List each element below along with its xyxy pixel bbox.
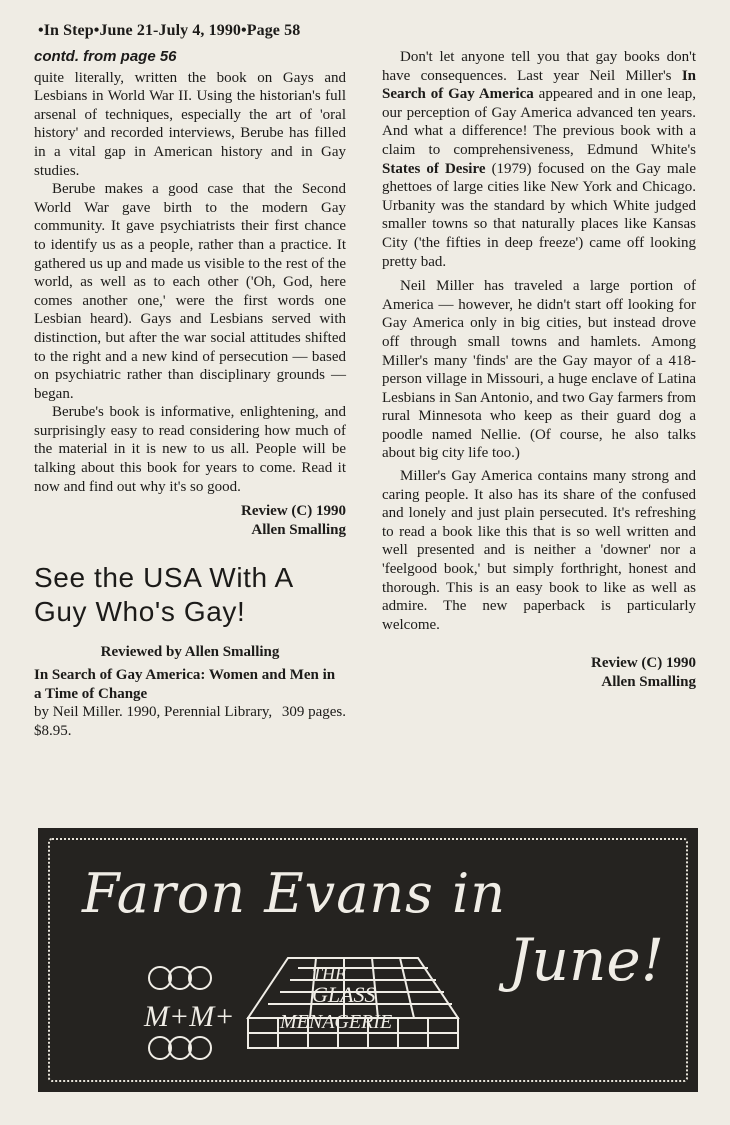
- signature-author: Allen Smalling: [601, 674, 696, 690]
- review-headline: See the USA With A Guy Who's Gay!: [34, 562, 293, 628]
- logo-the-text: THE: [312, 964, 347, 984]
- article-paragraph: Neil Miller has traveled a large portion of America — however, he didn't start off looking for Gay America only in big cities, but instead drove off through small towns and hamlets. Among Miller's many 'finds' are the Gay mayor of a 418-person village in Missouri, a huge enclave of Latina Lesbians in San Antonio, and two Gay farmers from rural Minnesota who keep as their guard dog a poodle named Nellie. (Of course, he also talks about big city life too.): [382, 278, 696, 462]
- book-publisher: by Neil Miller. 1990, Perennial Library, $8.95.: [34, 704, 273, 739]
- right-column: [382, 48, 696, 692]
- book-meta: [34, 703, 346, 740]
- signature-review: Review (C) 1990: [241, 503, 346, 520]
- book-pages: 309 pages.: [281, 704, 346, 721]
- logo-menagerie-text: MENAGERIE: [280, 1011, 393, 1033]
- signature-author: Allen Smalling: [251, 521, 346, 538]
- logo-graphic: [138, 956, 468, 1066]
- ad-headline-month: June!: [508, 926, 664, 994]
- signature-review: Review (C) 1990: [591, 655, 696, 672]
- advertisement: [38, 828, 698, 1092]
- ad-headline: Faron Evans in: [82, 862, 507, 925]
- glass-menagerie-logo: [138, 956, 468, 1066]
- reviewer-byline: Reviewed by Allen Smalling: [100, 644, 280, 661]
- book-title: In Search of Gay America: Women and Men in a Time of Change: [34, 667, 336, 702]
- continued-label: contd. from page 56: [34, 48, 177, 65]
- article-paragraph: Berube's book is informative, enlightening, and surprisingly easy to read considering how much of the material in it is new to us all. People will be talking about this book for years to come. Read it now and find out why it's so good.: [34, 404, 346, 495]
- logo-mm-text: M+M+: [144, 1000, 235, 1033]
- right-signature: [382, 654, 696, 691]
- article-paragraph: Miller's Gay America contains many strong and caring people. It also has its share of the confused and lonely and just plain persecuted. It's refreshing to read a book like this that is so well written and well presented and is neither a 'downer' nor a 'feelgood book,' but simply forthright, honest and thorough. This is an easy book to like as well as admire. The new paperback is particularly welcome.: [382, 468, 696, 633]
- left-column: [34, 48, 346, 740]
- article-paragraph: Don't let anyone tell you that gay books don't have consequences. Last year Neil Miller's In Search of Gay America appeared and in one leap, our perception of Gay America advanced ten years. And what a difference! The previous book with a claim to comprehensiveness, Edmund White's States of Desire (1979) focused on the Gay male ghettoes of large cities like New York and Chicago. Urbanity was the standard by which White judged smaller towns so that naturally places like Kansas City ('the fifties in deep freeze') came off looking pretty bad.: [382, 49, 696, 270]
- logo-glass-text: GLASS: [312, 982, 376, 1007]
- left-signature: [34, 502, 346, 539]
- article-paragraph: Berube makes a good case that the Second World War gave birth to the modern Gay community. It gave psychiatrists their first chance to identify us as a people, rather than a practice. It gathered us up and made us visible to the rest of the world, as well as to each other ('Oh, God, here comes another one,' were the first words one Lesbian heard). Gays and Lesbians served with distinction, but after the war social attitudes shifted to the right and a new kind of persecution — based on psychiatric rather than disciplinary grounds — began.: [34, 181, 346, 402]
- article-paragraph: quite literally, written the book on Gays and Lesbians in World War II. Using the historian's full arsenal of techniques, especially the art of 'oral history' and recorded interviews, Berube has filled in a vital gap in American history and in Gay studies.: [34, 69, 346, 179]
- page-header: •In Step•June 21-July 4, 1990•Page 58: [38, 22, 301, 39]
